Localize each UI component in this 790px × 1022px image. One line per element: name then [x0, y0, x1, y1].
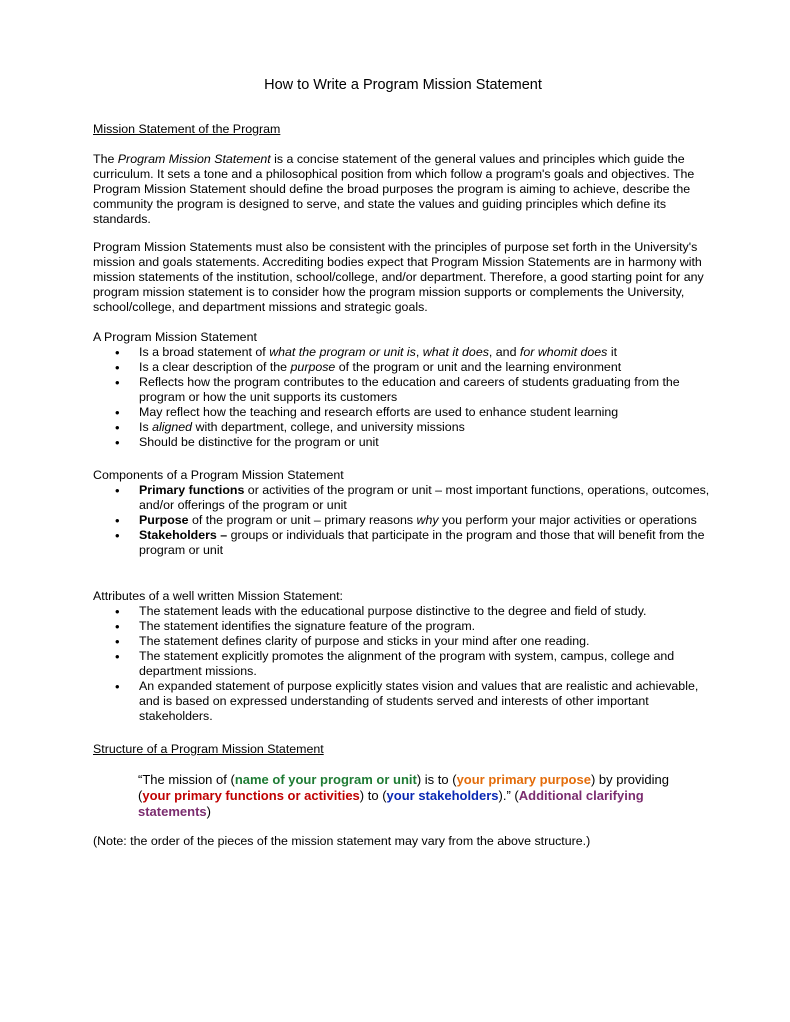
paragraph-consistency	[93, 240, 713, 315]
list-item: • Is aligned with department, college, and university missions	[93, 420, 713, 435]
page-title: How to Write a Program Mission Statement	[264, 77, 542, 93]
section-heading-attributes: Attributes of a well written Mission Statement:	[93, 589, 343, 603]
program-mission-list-section	[93, 330, 713, 450]
list-item: • An expanded statement of purpose explicitly states vision and values that are realistic and achievable, and is based on expressed understanding of students served and interests of other important stakeholders.	[93, 679, 713, 724]
list-item: • Is a broad statement of what the program or unit is, what it does, and for whomit does it	[93, 345, 713, 360]
attributes-section	[93, 589, 713, 724]
placeholder-primary-purpose: your primary purpose	[456, 772, 591, 787]
components-list	[93, 483, 713, 558]
list-item: • Should be distinctive for the program or unit	[93, 435, 713, 450]
text-run: The	[93, 152, 118, 166]
structure-note	[93, 834, 713, 849]
section-heading-mission: Mission Statement of the Program	[93, 122, 281, 136]
paragraph-text: Program Mission Statements must also be consistent with the principles of purpose set forth in the University's mission and goals statements. Accrediting bodies expect that Program Mission Statements are in harmony with mission statements of the institution, school/college, and/or department. Therefore, a good starting point for any program mission statement is to consider how the program mission supports or complements the University, school/college, and department missions and strategic goals.	[93, 240, 704, 314]
paragraph-intro	[93, 152, 713, 227]
text-run: is a concise statement of the general values and principles which guide the curriculum. It sets a tone and a philosophical position from which follow a program's goals and objectives. The Program Mission Statement should define the broad purposes the program is aiming to achieve, describe the community the program is designed to serve, and state the values and guiding principles which define its standards.	[93, 152, 695, 226]
section-heading-components: Components of a Program Mission Statement	[93, 468, 344, 482]
components-section	[93, 468, 713, 558]
list-item: • The statement defines clarity of purpose and sticks in your mind after one reading.	[93, 634, 713, 649]
list-item: • May reflect how the teaching and research efforts are used to enhance student learning	[93, 405, 713, 420]
list-item: • The statement identifies the signature feature of the program.	[93, 619, 713, 634]
list-item: • Purpose of the program or unit – primary reasons why you perform your major activities or operations	[93, 513, 713, 528]
mission-template-quote: “The mission of (name of your program or unit) is to (your primary purpose) by providing (your primary functions or activities) to (your stakeholders).” (Additional clarifying statements)	[138, 772, 669, 819]
mission-statement-section	[93, 122, 713, 137]
structure-section	[93, 742, 713, 757]
list-item: • Reflects how the program contributes to the education and careers of students graduating from the program or how the unit supports its customers	[93, 375, 713, 405]
section-heading-structure: Structure of a Program Mission Statement	[93, 742, 324, 756]
placeholder-additional-statements: Additional clarifying statements	[138, 788, 644, 819]
placeholder-primary-functions: your primary functions or activities	[142, 788, 360, 803]
note-text: (Note: the order of the pieces of the mission statement may vary from the above structure.)	[93, 834, 591, 848]
attributes-list	[93, 604, 713, 724]
program-mission-list	[93, 345, 713, 450]
emphasis-text: Program Mission Statement	[117, 152, 271, 166]
section-heading-program-mission: A Program Mission Statement	[93, 330, 257, 344]
placeholder-program-name: name of your program or unit	[234, 772, 417, 787]
list-item: • Is a clear description of the purpose of the program or unit and the learning environment	[93, 360, 713, 375]
list-item: • Stakeholders – groups or individuals that participate in the program and those that will benefit from the program or unit	[93, 528, 713, 558]
list-item: • The statement explicitly promotes the alignment of the program with system, campus, college and department missions.	[93, 649, 713, 679]
placeholder-stakeholders: your stakeholders	[386, 788, 499, 803]
list-item: • The statement leads with the educational purpose distinctive to the degree and field of study.	[93, 604, 713, 619]
list-item: • Primary functions or activities of the program or unit – most important functions, operations, outcomes, and/or offerings of the program or unit	[93, 483, 713, 513]
